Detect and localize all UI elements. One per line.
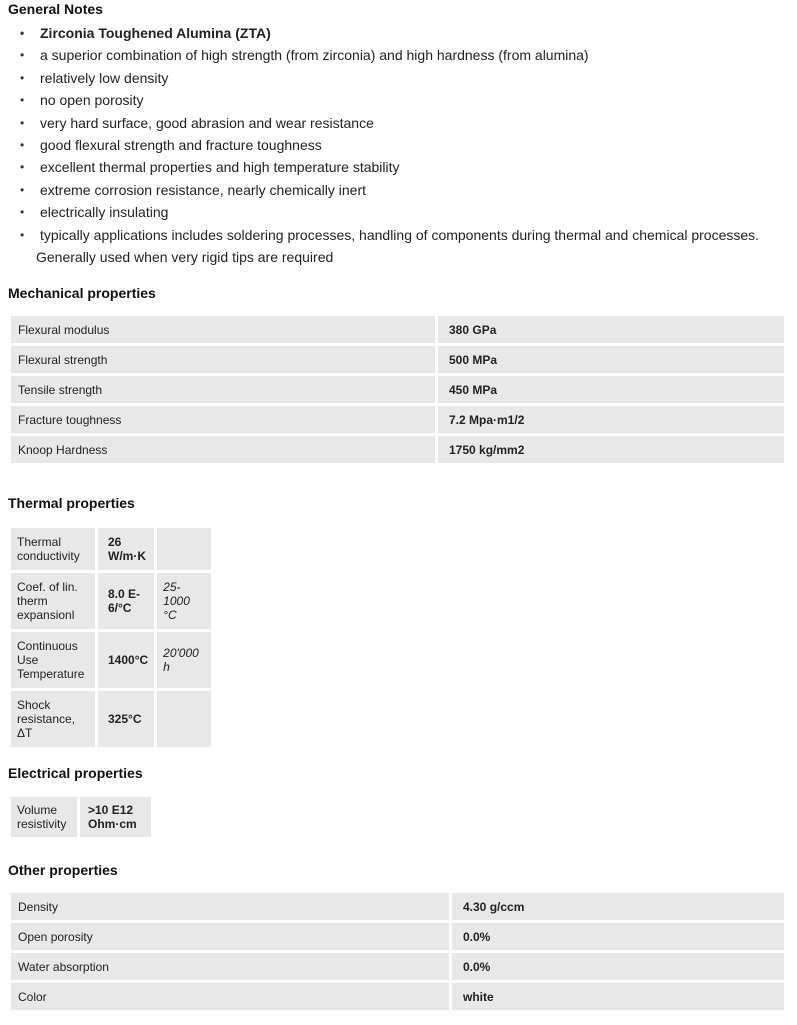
- row-note: 20'000 h: [157, 632, 211, 688]
- row-label: Volume resistivity: [11, 797, 77, 837]
- table-row: [11, 376, 784, 403]
- row-label: Flexural modulus: [11, 316, 435, 343]
- table-row: [11, 406, 784, 433]
- row-label: Shock resistance, ΔT: [11, 691, 95, 747]
- electrical-heading: Electrical properties: [8, 765, 143, 781]
- table-row: [11, 953, 784, 980]
- table-row: [11, 528, 211, 570]
- row-note: [157, 691, 211, 747]
- row-note: 25-1000 °C: [157, 573, 211, 629]
- table-row: [11, 573, 211, 629]
- table-row: [11, 983, 784, 1010]
- general-notes-heading: General Notes: [8, 1, 103, 17]
- list-item-continuation: Generally used when very rigid tips are required: [36, 249, 334, 266]
- other-heading: Other properties: [8, 862, 118, 878]
- mechanical-heading: Mechanical properties: [8, 285, 156, 301]
- row-label: Flexural strength: [11, 346, 435, 373]
- row-value: 450 MPa: [438, 376, 784, 403]
- row-value: 4.30 g/ccm: [452, 893, 784, 920]
- list-item: [20, 224, 790, 269]
- row-label: Open porosity: [11, 923, 449, 950]
- list-item-text: typically applications includes soldering processes, handling of components during thermal and chemical processes.: [40, 226, 760, 243]
- row-value: 1400°C: [98, 632, 154, 688]
- row-value: >10 E12 Ohm·cm: [80, 797, 151, 837]
- row-label: Continuous Use Temperature: [11, 632, 95, 688]
- table-row: [11, 797, 151, 837]
- row-label: Fracture toughness: [11, 406, 435, 433]
- row-value: 0.0%: [452, 953, 784, 980]
- table-row: [11, 691, 211, 747]
- list-item: • electrically insulating: [20, 201, 790, 223]
- row-value: 380 GPa: [438, 316, 784, 343]
- table-row: [11, 923, 784, 950]
- table-row: [11, 346, 784, 373]
- thermal-table: [8, 525, 214, 750]
- row-label: Color: [11, 983, 449, 1010]
- row-label: Thermal conductivity: [11, 528, 95, 570]
- list-item: • very hard surface, good abrasion and wear resistance: [20, 112, 790, 134]
- row-note: [157, 528, 211, 570]
- row-label: Density: [11, 893, 449, 920]
- list-item: • a superior combination of high strength (from zirconia) and high hardness (from alumina): [20, 44, 790, 66]
- row-label: Water absorption: [11, 953, 449, 980]
- list-item: • excellent thermal properties and high temperature stability: [20, 156, 790, 178]
- row-value: 26 W/m·K: [98, 528, 154, 570]
- row-label: Tensile strength: [11, 376, 435, 403]
- row-value: 7.2 Mpa·m1/2: [438, 406, 784, 433]
- table-row: [11, 316, 784, 343]
- row-value: 8.0 E-6/°C: [98, 573, 154, 629]
- row-value: white: [452, 983, 784, 1010]
- other-table: [8, 890, 787, 1013]
- list-item: • relatively low density: [20, 67, 790, 89]
- list-item: • no open porosity: [20, 89, 790, 111]
- general-notes-list: [20, 22, 790, 268]
- table-row: [11, 436, 784, 463]
- electrical-table: [8, 794, 154, 840]
- row-value: 0.0%: [452, 923, 784, 950]
- table-row: [11, 632, 211, 688]
- mechanical-table: [8, 313, 787, 466]
- list-item: • Zirconia Toughened Alumina (ZTA): [20, 22, 790, 44]
- row-value: 325°C: [98, 691, 154, 747]
- thermal-heading: Thermal properties: [8, 495, 135, 511]
- list-item: • extreme corrosion resistance, nearly chemically inert: [20, 179, 790, 201]
- row-value: 1750 kg/mm2: [438, 436, 784, 463]
- table-row: [11, 893, 784, 920]
- row-label: Coef. of lin. therm expansionl: [11, 573, 95, 629]
- list-item: • good flexural strength and fracture toughness: [20, 134, 790, 156]
- row-label: Knoop Hardness: [11, 436, 435, 463]
- row-value: 500 MPa: [438, 346, 784, 373]
